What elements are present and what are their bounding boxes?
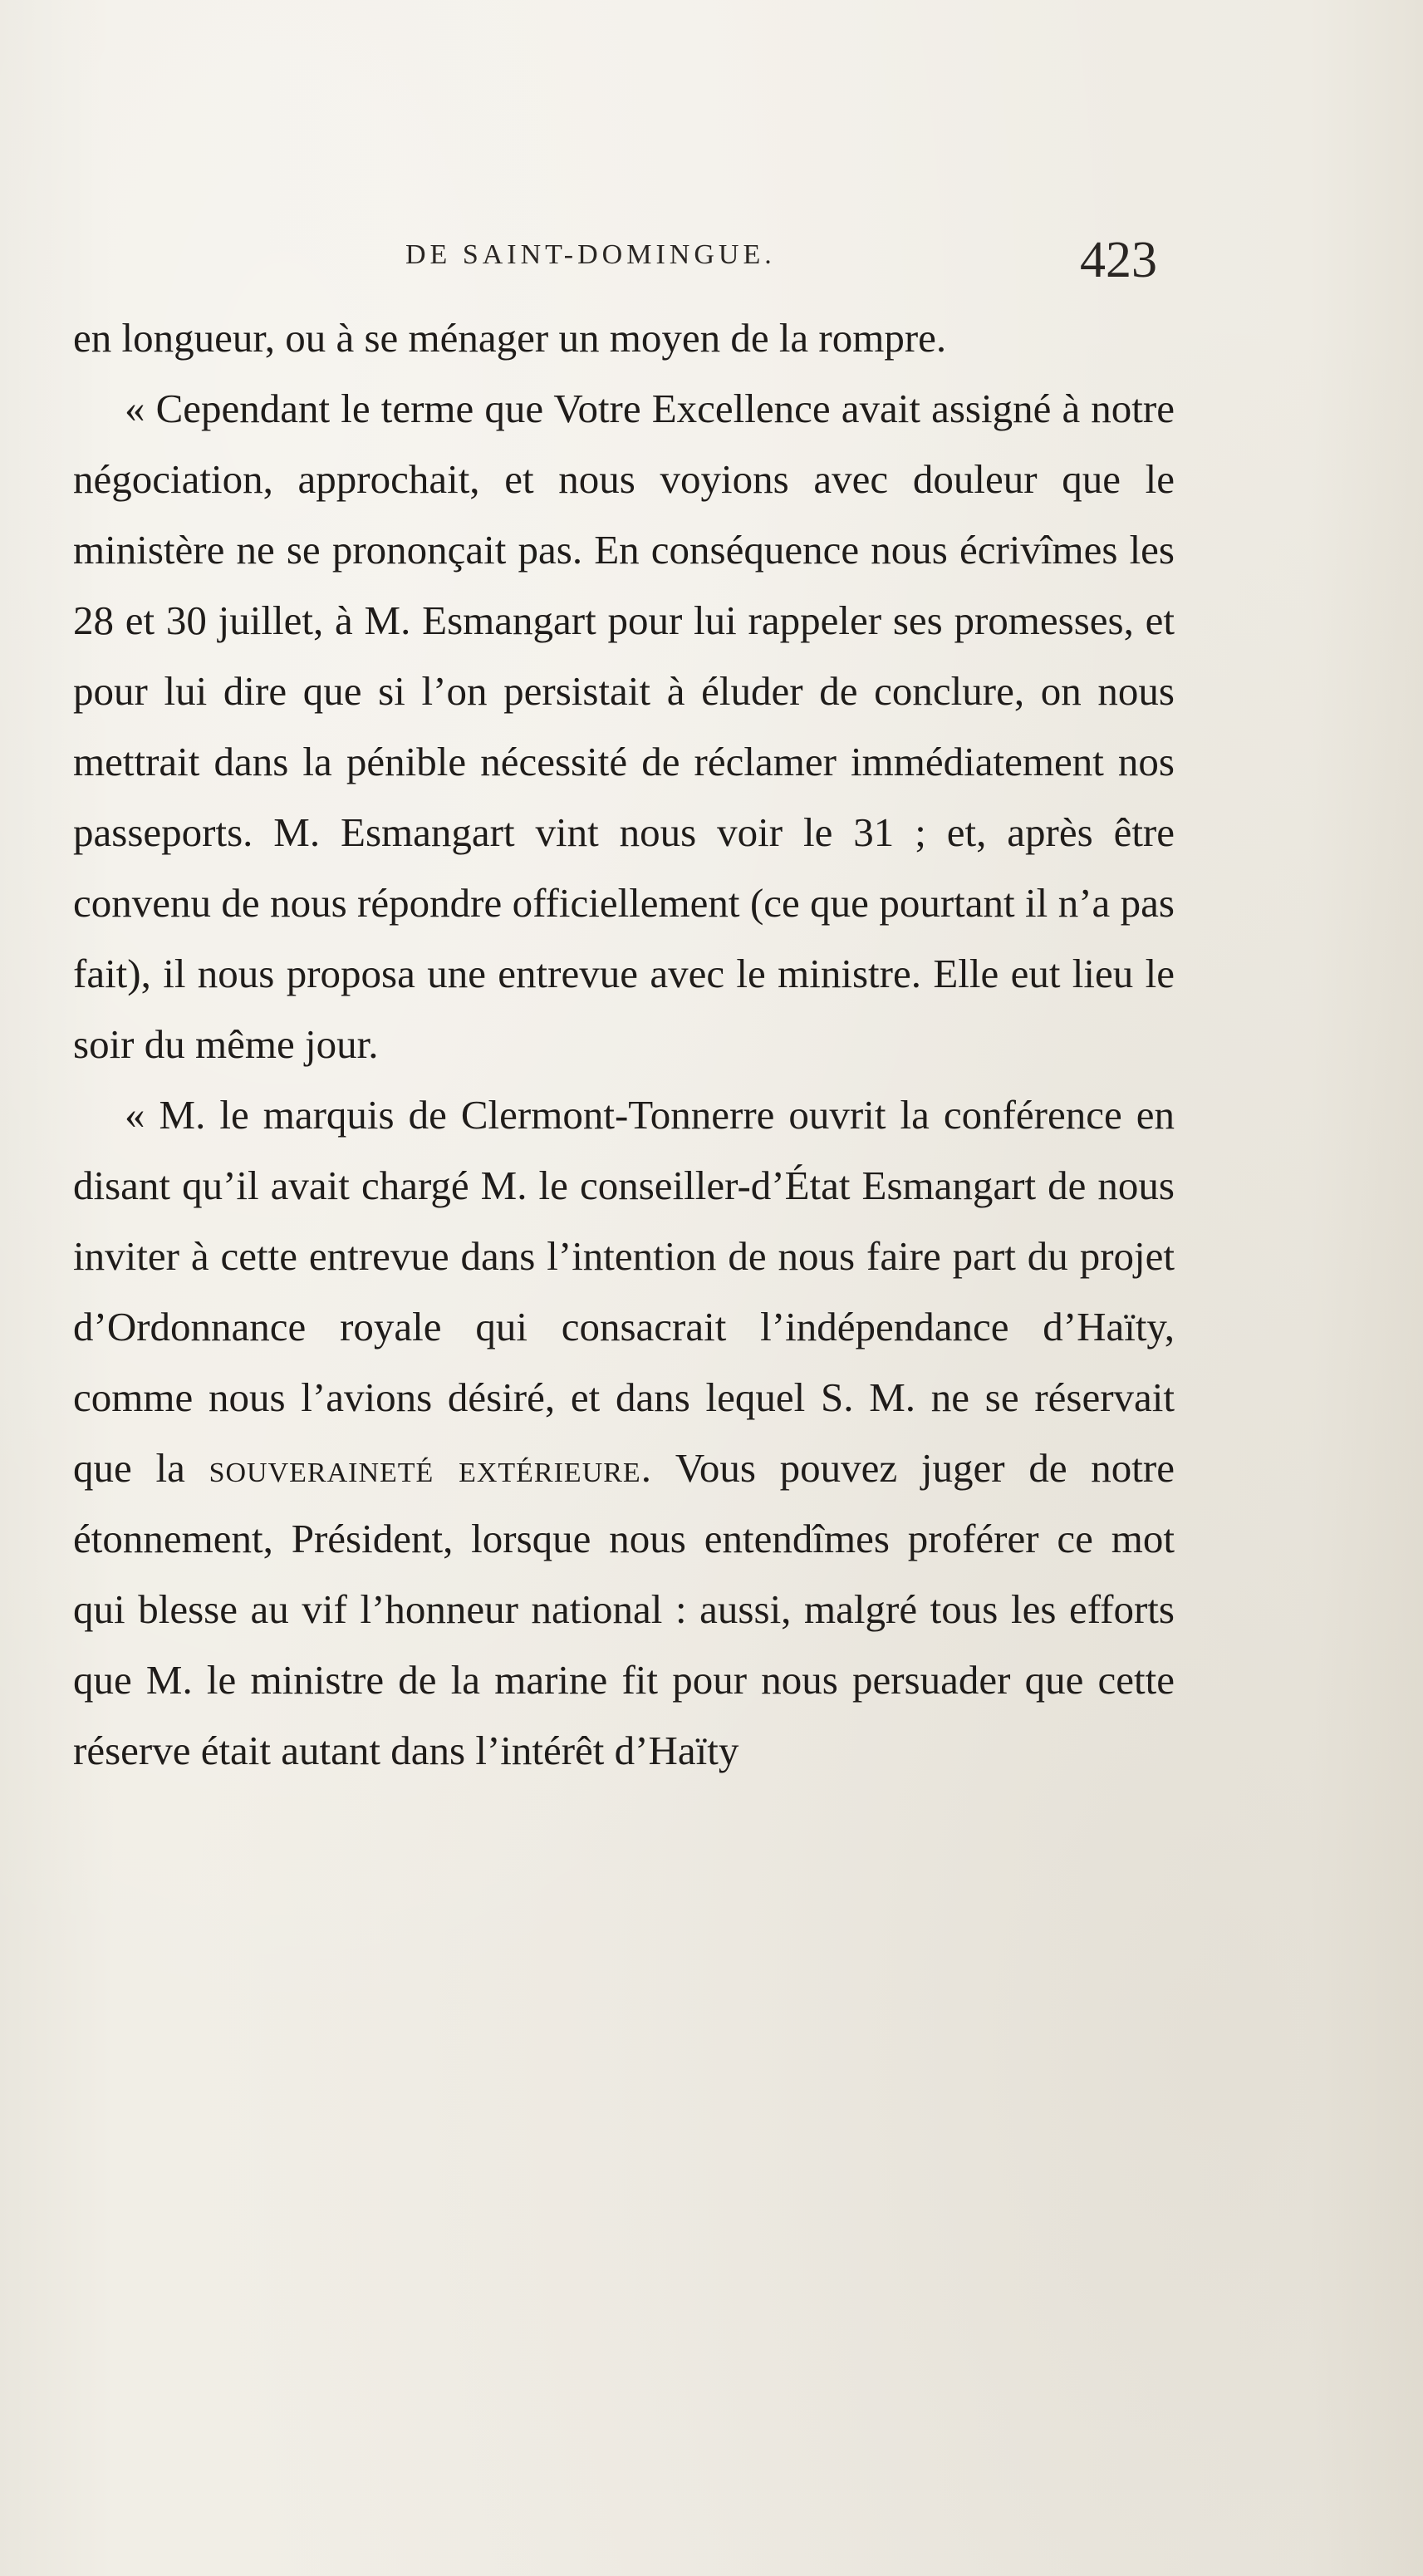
paragraph-3-text-b: Vous pouvez juger de notre étonnement, Président, lorsque nous entendîmes proférer ce mot qui blesse au vif l’honneur national : aussi, malgré tous les efforts que M. le ministre de la marine fit pour nous persuader que cette réserve était autant dans l’intérêt d’Haïty — [73, 1445, 1175, 1773]
paragraph-1: en longueur, ou à se ménager un moyen de la rompre. — [73, 315, 947, 361]
paragraph-2: « Cependant le terme que Votre Excellence avait assigné à notre négociation, approchait, et nous voyions avec douleur que le ministère ne se prononçait pas. En conséquence nous écrivîmes les 28 et 30 juillet, à M. Esmangart pour lui rappeler ses promesses, et pour lui dire que si l’on persistait à éluder de conclure, on nous mettrait dans la pénible nécessité de réclamer immédiatement nos passeports. M. Esmangart vint nous voir le 31 ; et, après être convenu de nous répondre officiellement (ce que pourtant il n’a pas fait), il nous proposa une entrevue avec le ministre. Elle eut lieu le soir du même jour. — [73, 386, 1175, 1067]
body-text — [73, 302, 1175, 1786]
running-head — [0, 231, 1423, 289]
running-title: DE SAINT-DOMINGUE. — [405, 239, 776, 270]
page-number: 423 — [1080, 232, 1157, 288]
paragraph-3 — [73, 1079, 1175, 1786]
paragraph-3-smallcaps: souveraineté extérieure. — [209, 1445, 652, 1491]
paragraph-3-text-a: « M. le marquis de Clermont-Tonnerre ouvrit la conférence en disant qu’il avait chargé M. le conseiller-d’État Esmangart de nous inviter à cette entrevue dans l’intention de nous faire part du projet d’Ordonnance royale qui consacrait l’indépendance d’Haïty, comme nous l’avions désiré, et dans lequel S. M. ne se réservait que la — [73, 1092, 1175, 1491]
